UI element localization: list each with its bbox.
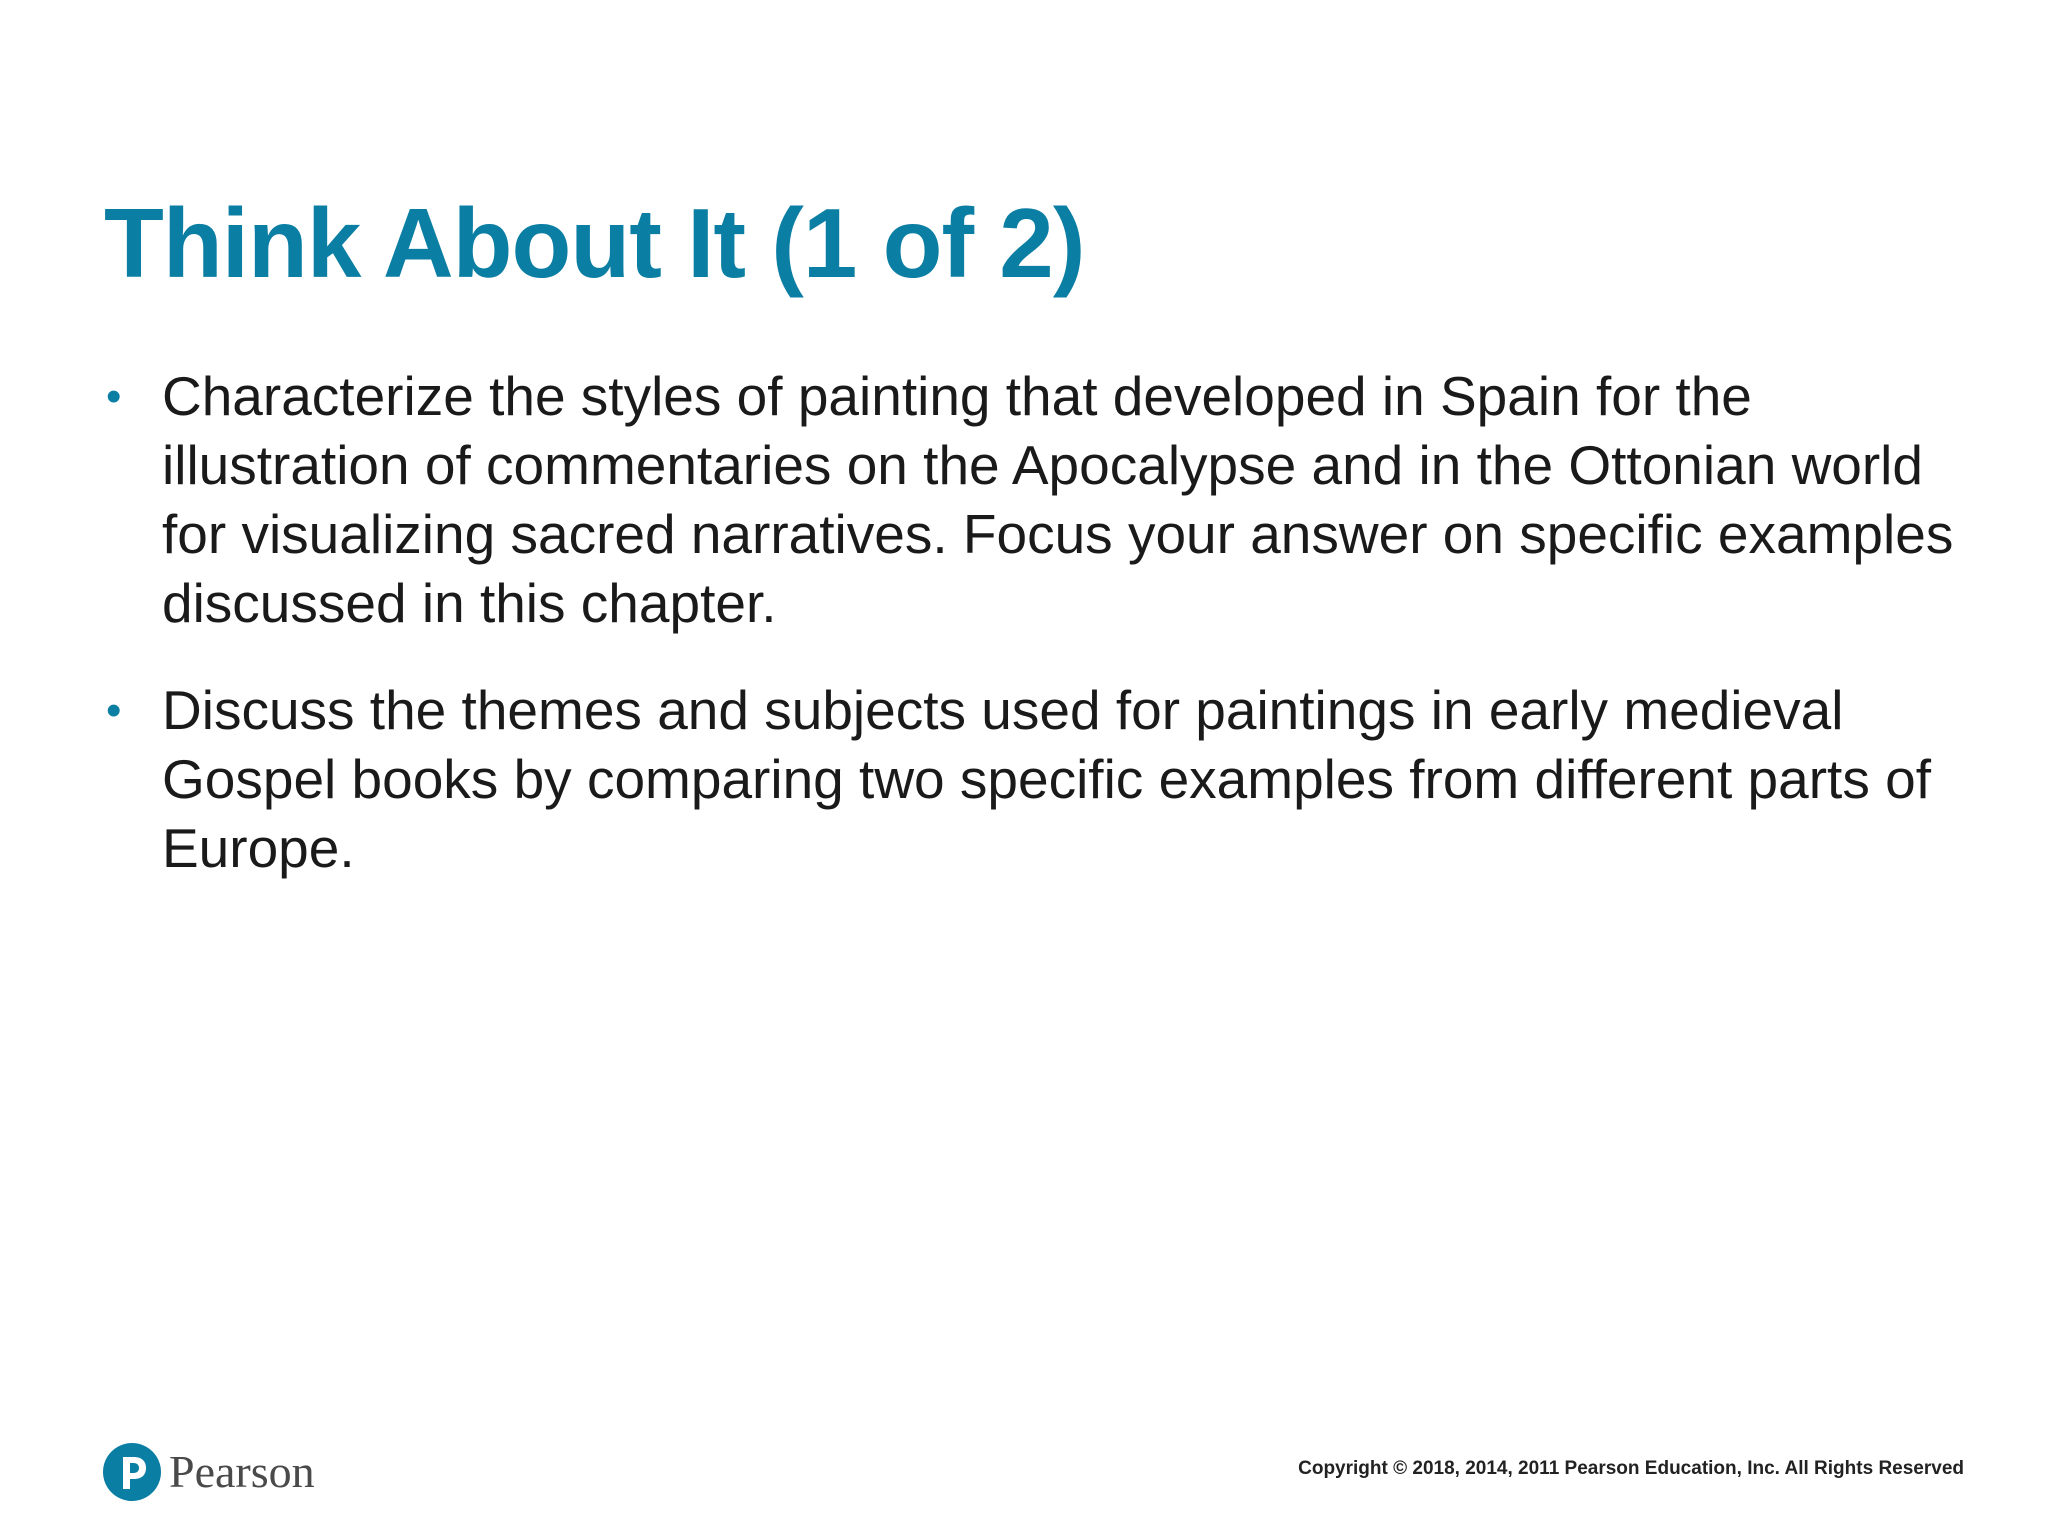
bullet-list — [104, 362, 1984, 921]
pearson-wordmark: Pearson — [169, 1446, 315, 1497]
bullet-marker: • — [106, 686, 122, 735]
bullet-marker: • — [106, 372, 122, 421]
bullet-item — [104, 676, 1984, 883]
copyright-notice: Copyright © 2018, 2014, 2011 Pearson Education, Inc. All Rights Reserved — [1298, 1458, 1964, 1479]
slide-title: Think About It (1 of 2) — [104, 188, 1085, 298]
pearson-logo — [103, 1438, 315, 1506]
bullet-text: Characterize the styles of painting that developed in Spain for the illustration of commentaries on the Apocalypse and in the Ottonian world for visualizing sacred narratives. Focus your answer on specific examples discussed in this chapter. — [162, 365, 1954, 634]
bullet-text: Discuss the themes and subjects used for paintings in early medieval Gospel books by comparing two specific examples from different parts of Europe. — [162, 679, 1931, 879]
pearson-p-logo-icon — [103, 1443, 161, 1501]
bullet-item — [104, 362, 1984, 638]
